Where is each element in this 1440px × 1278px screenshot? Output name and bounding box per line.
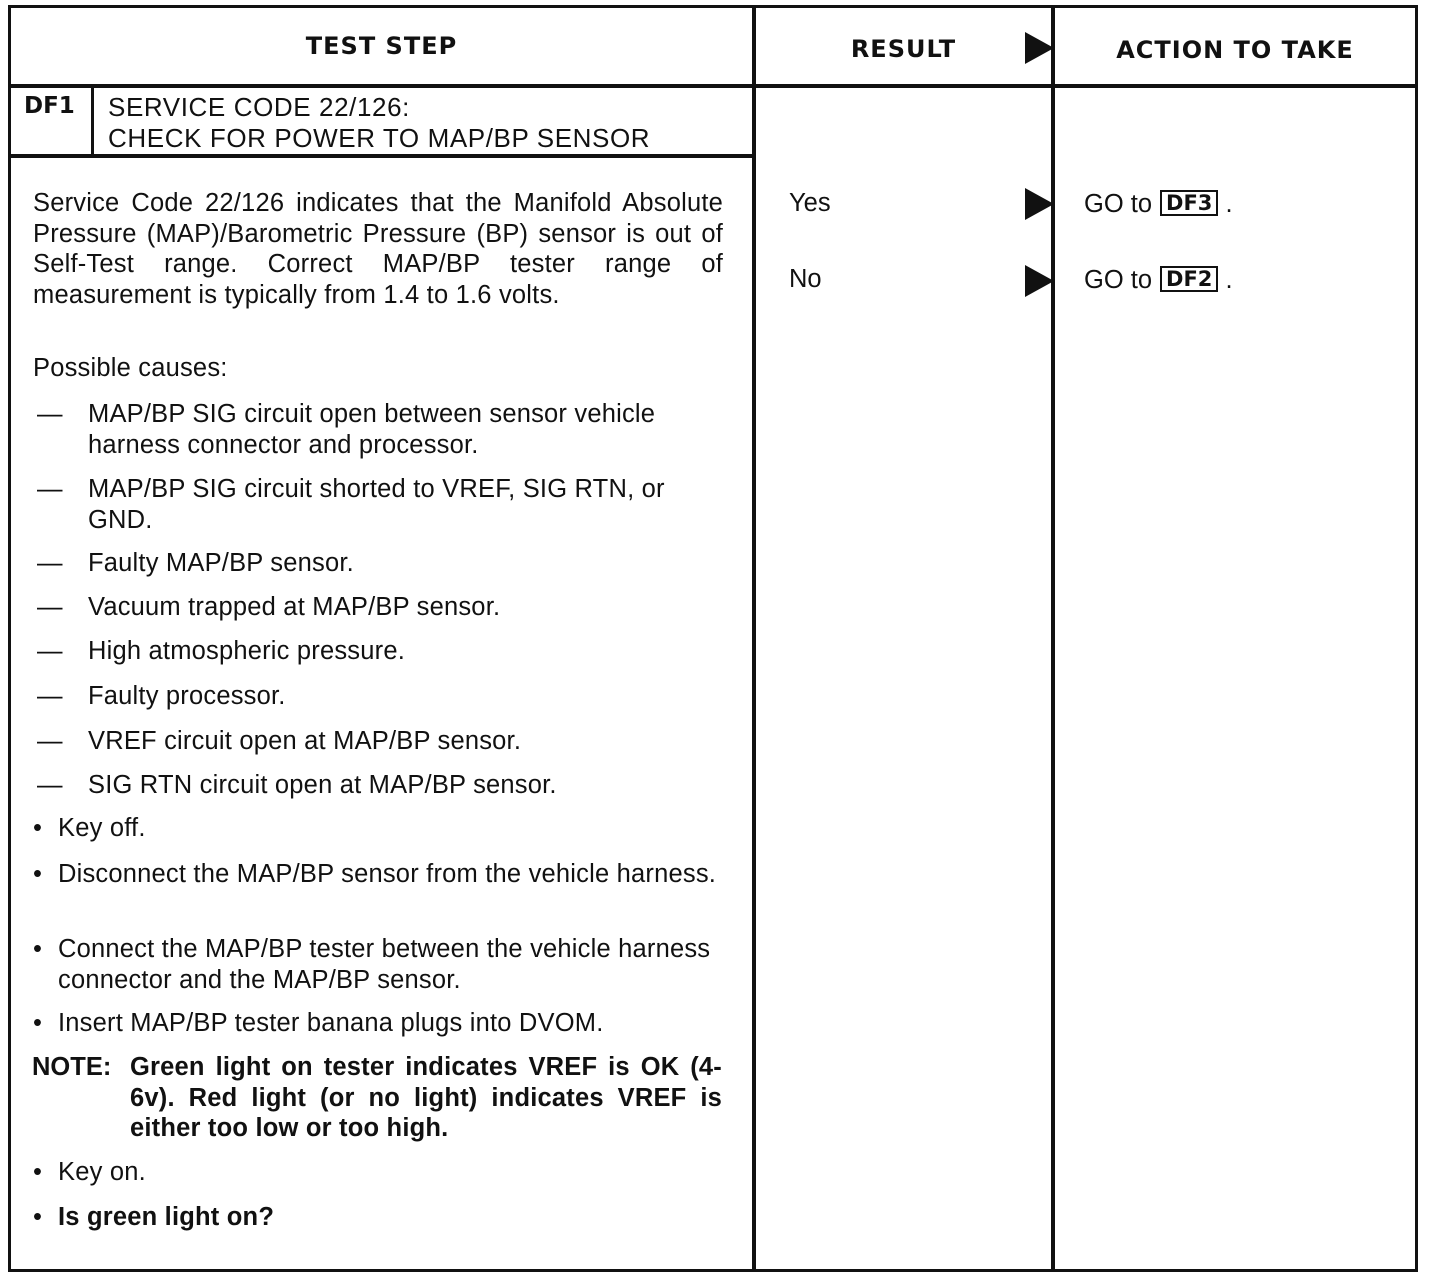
result-yes-arrow-icon — [1025, 188, 1054, 220]
result-no-arrow-icon — [1025, 265, 1054, 297]
step-bullet-icon: • — [33, 860, 42, 888]
cause-dash-icon: — — [37, 682, 63, 710]
possible-causes-label: Possible causes: — [33, 354, 228, 382]
cause-item: Vacuum trapped at MAP/BP sensor. — [88, 593, 501, 621]
table-border-right — [1415, 5, 1418, 1272]
procedure-step: Key on. — [58, 1158, 146, 1186]
step-bullet-icon: • — [33, 1158, 42, 1186]
action-no — [1084, 265, 1233, 295]
cause-item: MAP/BP SIG circuit shorted to VREF, SIG RTN, or GND. — [88, 475, 665, 534]
note-label: NOTE: — [32, 1053, 112, 1081]
cause-dash-icon: — — [37, 637, 63, 665]
action-yes-ref[interactable]: DF3 — [1160, 190, 1218, 216]
step-id-divider — [91, 86, 94, 156]
procedure-step: Insert MAP/BP tester banana plugs into DVOM. — [58, 1009, 604, 1037]
cause-item: High atmospheric pressure. — [88, 637, 406, 665]
cause-item: SIG RTN circuit open at MAP/BP sensor. — [88, 771, 557, 799]
action-yes — [1084, 189, 1233, 219]
table-border-bottom — [8, 1269, 1418, 1272]
action-no-ref[interactable]: DF2 — [1160, 266, 1218, 292]
action-yes-prefix: GO to — [1084, 190, 1153, 218]
table-border-left — [8, 5, 11, 1272]
note-text: Green light on tester indicates VREF is OK (4-6v). Red light (or no light) indicates VREF is either too low or too high. — [130, 1053, 722, 1142]
action-yes-suffix: . — [1225, 190, 1233, 218]
cause-item: VREF circuit open at MAP/BP sensor. — [88, 727, 522, 755]
header-action: ACTION TO TAKE — [1116, 36, 1354, 64]
procedure-step: Disconnect the MAP/BP sensor from the vehicle harness. — [58, 860, 717, 888]
cause-item: Faulty MAP/BP sensor. — [88, 549, 354, 577]
intro-paragraph: Service Code 22/126 indicates that the Manifold Absolute Pressure (MAP)/Barometric Pressure (BP) sensor is out of Self-Test range. Correct MAP/BP tester range of measurement is typically from 1.4 to 1.6 volts. — [33, 189, 723, 309]
step-bullet-icon: • — [33, 1203, 42, 1231]
procedure-step: Key off. — [58, 814, 146, 842]
header-result: RESULT — [850, 35, 957, 63]
step-title — [108, 92, 650, 154]
step-id: DF1 — [24, 93, 75, 119]
column-divider-1 — [752, 5, 756, 1272]
step-bullet-icon: • — [33, 814, 42, 842]
cause-dash-icon: — — [37, 771, 63, 799]
cause-dash-icon: — — [37, 475, 63, 503]
header-result-arrow-icon — [1025, 32, 1054, 64]
step-bullet-icon: • — [33, 935, 42, 963]
step-bullet-icon: • — [33, 1009, 42, 1037]
header-divider — [8, 84, 1418, 88]
header-test-step: TEST STEP — [305, 32, 458, 60]
step-title-line-1: SERVICE CODE 22/126: — [108, 92, 410, 122]
cause-dash-icon: — — [37, 549, 63, 577]
step-title-line-2: CHECK FOR POWER TO MAP/BP SENSOR — [108, 123, 651, 153]
action-no-prefix: GO to — [1084, 266, 1153, 294]
result-no: No — [789, 265, 822, 293]
step-title-divider — [8, 154, 756, 158]
cause-item: Faulty processor. — [88, 682, 286, 710]
cause-dash-icon: — — [37, 727, 63, 755]
cause-item: MAP/BP SIG circuit open between sensor vehicle harness connector and processor. — [88, 400, 656, 459]
cause-dash-icon: — — [37, 400, 63, 428]
procedure-question: Is green light on? — [58, 1203, 275, 1231]
cause-dash-icon: — — [37, 593, 63, 621]
action-no-suffix: . — [1225, 266, 1233, 294]
table-border-top — [8, 5, 1418, 8]
result-yes: Yes — [789, 189, 831, 217]
procedure-step: Connect the MAP/BP tester between the vehicle harness connector and the MAP/BP sensor. — [58, 935, 711, 994]
